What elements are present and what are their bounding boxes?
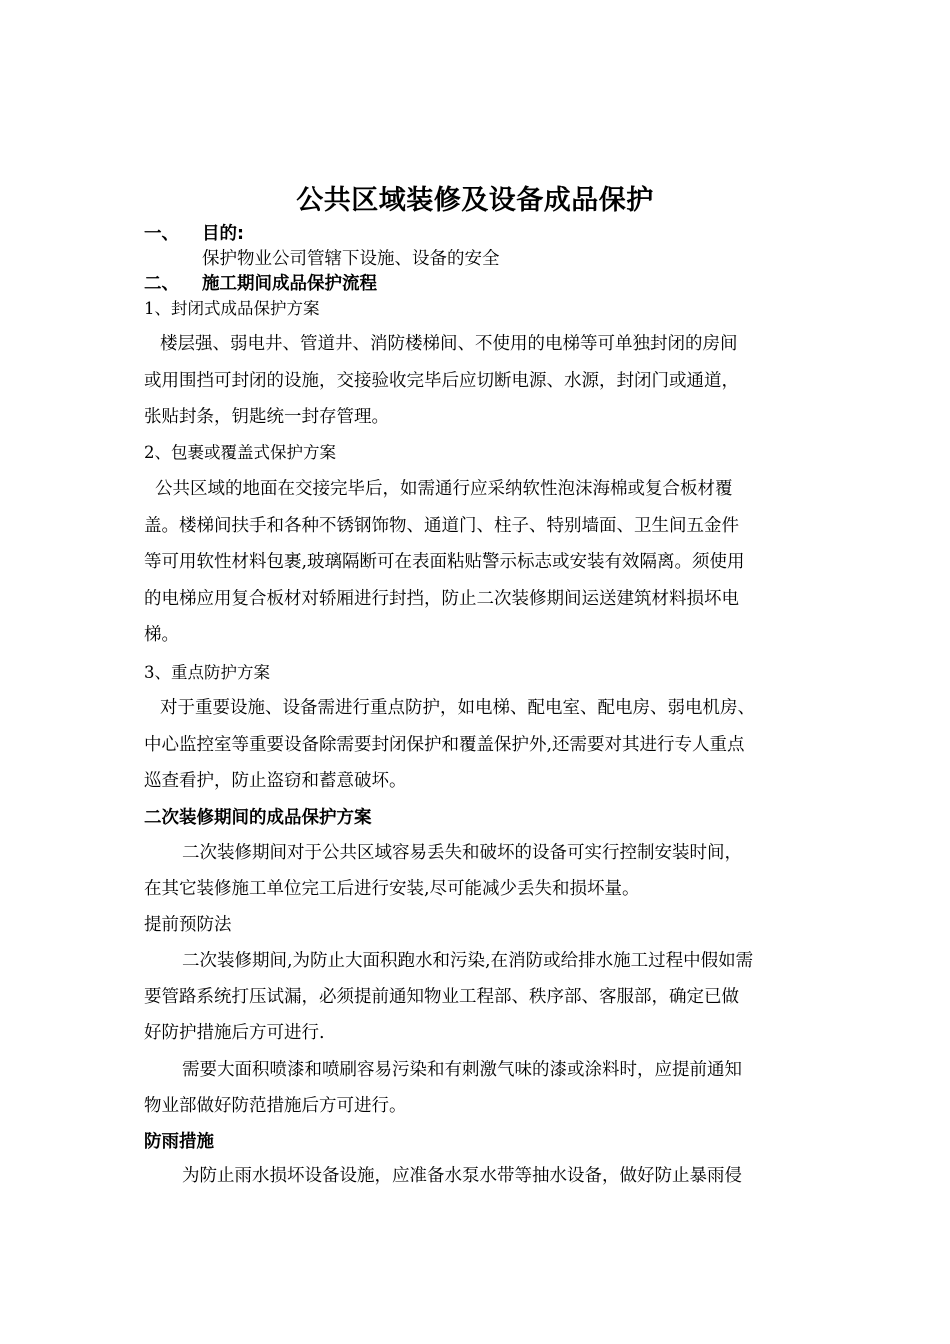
plan-2-heading: 2、包裹或覆盖式保护方案 xyxy=(144,443,336,462)
paragraph-line: 楼层强、弱电井、管道井、消防楼梯间、不使用的电梯等可单独封闭的房间 xyxy=(160,334,738,354)
section-2-heading xyxy=(144,276,377,294)
paragraph-line: 等可用软性材料包裹,玻璃隔断可在表面粘贴警示标志或安装有效隔离。须使用 xyxy=(144,552,745,572)
paragraph-line: 公共区域的地面在交接完毕后，如需通行应采纳软性泡沫海棉或复合板材覆 xyxy=(155,479,733,499)
paragraph-line: 好防护措施后方可进行. xyxy=(144,1023,325,1043)
paragraph-line: 二次装修期间,为防止大面积跑水和污染,在消防或给排水施工过程中假如需 xyxy=(182,951,754,971)
section-1-body: 保护物业公司管辖下设施、设备的安全 xyxy=(202,249,500,269)
paragraph-line: 对于重要设施、设备需进行重点防护，如电梯、配电室、配电房、弱电机房、 xyxy=(160,698,755,718)
paragraph-line: 为防止雨水损坏设备设施，应准备水泵水带等抽水设备，做好防止暴雨侵 xyxy=(182,1166,742,1186)
paragraph-line: 在其它装修施工单位完工后进行安装,尽可能减少丢失和损坏量。 xyxy=(144,879,640,899)
document-title: 公共区域装修及设备成品保护 xyxy=(296,185,654,216)
section-2-number: 二、 xyxy=(144,274,179,294)
paragraph-line: 盖。楼梯间扶手和各种不锈钢饰物、通道门、柱子、特别墙面、卫生间五金件 xyxy=(144,516,739,536)
paragraph-line: 巡查看护，防止盗窃和蓄意破坏。 xyxy=(144,771,407,791)
paragraph-line: 或用围挡可封闭的设施，交接验收完毕后应切断电源、水源，封闭门或通道， xyxy=(144,371,739,391)
paragraph-line: 中心监控室等重要设备除需要封闭保护和覆盖保护外,还需要对其进行专人重点 xyxy=(144,735,745,755)
paragraph-line: 的电梯应用复合板材对轿厢进行封挡，防止二次装修期间运送建筑材料损坏电 xyxy=(144,589,739,609)
section-1-number: 一、 xyxy=(144,224,179,244)
section-1-heading xyxy=(144,226,244,244)
paragraph-line: 物业部做好防范措施后方可进行。 xyxy=(144,1096,407,1116)
paragraph-line: 张贴封条，钥匙统一封存管理。 xyxy=(144,407,389,427)
paragraph-line: 二次装修期间对于公共区域容易丢失和破坏的设备可实行控制安装时间， xyxy=(182,843,742,863)
paragraph-line: 梯。 xyxy=(144,625,179,645)
paragraph-line: 需要大面积喷漆和喷刷容易污染和有刺激气味的漆或涂料时，应提前通知 xyxy=(182,1060,742,1080)
rain-protection-heading: 防雨措施 xyxy=(144,1132,214,1152)
section-1-label: 目的: xyxy=(202,224,244,244)
plan-1-heading: 1、封闭式成品保护方案 xyxy=(144,299,320,318)
prevention-heading: 提前预防法 xyxy=(144,915,232,935)
plan-3-heading: 3、重点防护方案 xyxy=(144,663,270,682)
renovation-protection-heading: 二次装修期间的成品保护方案 xyxy=(144,808,372,828)
paragraph-line: 要管路系统打压试漏，必须提前通知物业工程部、秩序部、客服部，确定已做 xyxy=(144,987,739,1007)
section-2-label: 施工期间成品保护流程 xyxy=(202,274,377,294)
